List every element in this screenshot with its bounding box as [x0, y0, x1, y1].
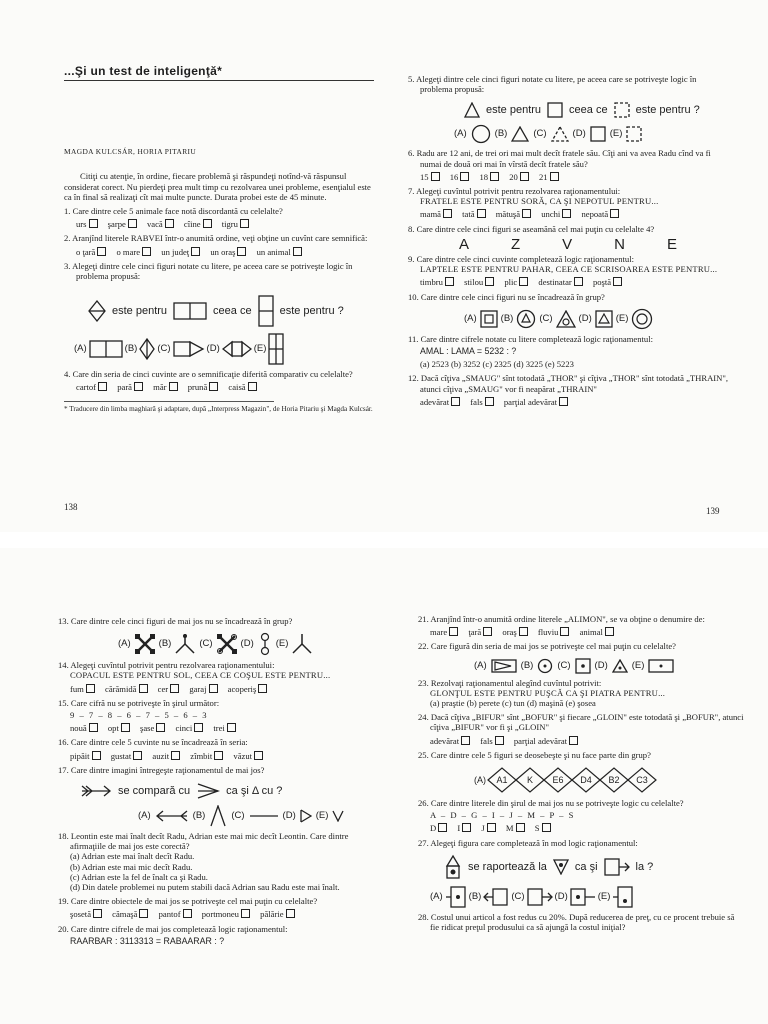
- question-17-analogy: se compară cu ca şi Δ cu ?: [80, 783, 383, 799]
- page-139-column: [408, 70, 728, 407]
- svg-text:K: K: [526, 775, 534, 786]
- open-triangle-figure: [196, 783, 220, 799]
- diamond-figure: [88, 300, 106, 322]
- question-5-choices: (A) (B) (C) (D) (E): [454, 124, 728, 144]
- question-5: 5. Alegeţi dintre cele cinci figuri notate cu litere, pe aceea care se potriveşte logic în problema propusă:: [408, 74, 697, 95]
- title-rule: [64, 80, 374, 81]
- question-15: 15. Care cifră nu se potriveşte în şirul următor:: [58, 697, 220, 708]
- article-title: ...Şi un test de inteligenţă*: [64, 64, 223, 78]
- question-24: 24. Dacă cîţiva „BIFUR" sînt „BOFUR" şi fiecare „GLOIN" este totodată şi „BOFUR", atunci cîţiva „BIFUR" vor fi şi „GLOIN": [418, 712, 744, 733]
- question-6: 6. Radu are 12 ani, de trei ori mai mult decît fratele său. Cîţi ani va avea Radu cînd va fi numai de două ori mai în vîrstă decît fratele său?: [408, 148, 711, 169]
- question-11-options: (a) 2523 (b) 3252 (c) 2325 (d) 3225 (e) 5223: [420, 359, 574, 370]
- question-14-statement: COPACUL ESTE PENTRU SOL, CEEA CE COŞUL ESTE PENTRU...: [70, 670, 331, 681]
- question-10: 10. Care dintre cele cinci figuri nu se încadrează în grup?: [408, 291, 605, 302]
- question-9-statement: LAPTELE ESTE PENTRU PAHAR, CEEA CE SCRISOAREA ESTE PENTRU...: [420, 264, 718, 275]
- question-3-choices: (A) (B) (C) (D) (E): [74, 333, 376, 365]
- question-7-options: mamă tată mătuşă unchi nepoată: [408, 209, 728, 219]
- question-2-options: o ţară o mare un judeţ un oraş un animal: [64, 247, 376, 257]
- question-25-choices: (A) A1 K E6 D4 B2 C3: [474, 766, 744, 794]
- question-18-option-c: (c) Adrian este la fel de înalt ca şi Radu.: [70, 871, 208, 882]
- bottom-left-column: [58, 612, 383, 946]
- question-11-formula: AMAL : LAMA = 5232 : ?: [420, 346, 517, 357]
- intro-text: Citiţi cu atenţie, în ordine, fiecare problemă şi răspundeţi notînd-vă răspunsul considerat corect. Nu pierdeţi prea mult timp cu rezolvarea unei probleme, esenţialul este ca în final să realizaţi cît mai multe puncte. Durata probei este de 45 minute.: [64, 171, 371, 202]
- authors: MAGDA KULCSÁR, HORIA PITARIU: [64, 147, 197, 157]
- arrow-figure: [80, 784, 112, 798]
- question-18-option-d: (d) Din datele problemei nu putem stabili dacă Adrian sau Radu este mai înalt.: [70, 882, 340, 893]
- question-3-analogy: este pentru ceea ce este pentru ?: [88, 295, 376, 327]
- question-1-options: urs şarpe vacă cîine tigru: [64, 219, 376, 229]
- question-3: 3. Alegeţi dintre cele cinci figuri notate cu litere, pe aceea care se potriveşte logic în problema propusă:: [64, 260, 353, 282]
- question-19: 19. Care dintre obiectele de mai jos se potriveşte cel mai puţin cu celelalte?: [58, 896, 318, 907]
- question-28: 28. Costul unui articol a fost redus cu 20%. După reducerea de preţ, cu ce procent trebuie să fie ridicat preţul produsului ca să ajungă la costul iniţial?: [418, 911, 735, 933]
- square-arrow-figure: [604, 858, 630, 876]
- question-4-options: cartof pară măr prună caisă: [64, 382, 376, 392]
- dashed-square-figure: [614, 102, 630, 118]
- page-number-139: 139: [706, 506, 720, 516]
- question-26: 26. Care dintre literele din şirul de mai jos nu se potriveşte logic cu celelalte?: [418, 798, 684, 809]
- marked-triangle-figure: [553, 859, 569, 875]
- question-7-statement: FRATELE ESTE PENTRU SORĂ, CA ŞI NEPOTUL PENTRU...: [420, 196, 659, 207]
- question-17: 17. Care dintre imagini întregeşte raţionamentul de mai jos?: [58, 764, 265, 775]
- question-11: 11. Care dintre cifrele notate cu litere completează logic raţionamentul:: [408, 333, 653, 344]
- svg-text:C3: C3: [636, 775, 648, 786]
- question-23-statement: GLONŢUL ESTE PENTRU PUŞCĂ CA ŞI PIATRA PENTRU...: [430, 687, 666, 698]
- page-number-138: 138: [64, 502, 78, 512]
- question-14: 14. Alegeţi cuvîntul potrivit pentru rezolvarea raţionamentului:: [58, 660, 275, 671]
- question-10-choices: (A) (B) (C) (D) (E): [464, 308, 728, 330]
- question-8: 8. Care dintre cele cinci figuri se aseamănă cel mai puţin cu celelalte 4?: [408, 223, 655, 234]
- question-17-choices: (A) (B) (C) (D) (E): [138, 805, 383, 827]
- svg-text:D4: D4: [580, 775, 592, 786]
- question-19-options: şosetă cămaşă pantof portmoneu pălărie: [58, 909, 383, 919]
- question-12-options: adevărat fals parţial adevărat: [408, 397, 728, 407]
- question-9: 9. Care dintre cele cinci cuvinte completează logic raţionamentul:: [408, 254, 634, 265]
- question-8-letters: A Z V N E: [458, 235, 677, 253]
- question-13-choices: (A) (B) (C) (D) (E): [118, 632, 383, 656]
- question-22: 22. Care figură din seria de mai jos se potriveşte cel mai puţin cu celelalte?: [418, 641, 676, 652]
- question-9-options: timbru stilou plic destinatar poştă: [408, 277, 728, 287]
- question-15-sequence: 9 – 7 – 8 – 6 – 7 – 5 – 6 – 3: [70, 710, 209, 721]
- question-23: 23. Rezolvaţi raţionamentul alegînd cuvîntul potrivit:: [418, 677, 602, 688]
- question-25: 25. Care dintre cele 5 figuri se deosebeşte şi nu face parte din grup?: [418, 749, 651, 760]
- svg-text:B2: B2: [608, 775, 620, 786]
- question-4: 4. Care din seria de cinci cuvinte are o semnificaţie diferită comparativ cu celelalte?: [64, 369, 353, 380]
- question-26-options: D I J M S: [418, 823, 744, 833]
- question-16-options: pipăit gustat auzit zîmbit văzut: [58, 751, 383, 761]
- question-13: 13. Care dintre cele cinci figuri de mai jos nu se încadrează în grup?: [58, 616, 293, 626]
- question-23-options: (a) praştie (b) perete (c) tun (d) maşină (e) şosea: [430, 698, 596, 709]
- bottom-right-column: [418, 610, 744, 932]
- question-24-options: adevărat fals parţial adevărat: [418, 736, 744, 746]
- bell-figure: [444, 854, 462, 880]
- svg-text:A1: A1: [496, 775, 508, 786]
- question-15-options: nouă opt şase cinci trei: [58, 723, 383, 733]
- question-27-choices: (A) (B) (C) (D) (E): [430, 886, 744, 908]
- page-138-column: [64, 66, 376, 413]
- square-figure: [547, 102, 563, 118]
- question-20-formula: RAARBAR : 3113313 = RABAARAR : ?: [70, 935, 225, 946]
- footnote: * Traducere din limba maghiară şi adaptare, după „Interpress Magazin", de Horia Pitariu şi Magda Kulcsár.: [64, 401, 274, 414]
- question-18-option-b: (b) Adrian este mai mic decît Radu.: [70, 861, 193, 872]
- double-square-figure: [173, 302, 207, 320]
- question-26-sequence: A – D – G – I – J – M – P – S: [430, 810, 575, 821]
- question-22-choices: (A) (B) (C) (D) (E): [474, 658, 744, 674]
- question-20: 20. Care dintre cifrele de mai jos completează logic raţionamentul:: [58, 923, 288, 934]
- question-5-analogy: este pentru ceea ce este pentru ?: [464, 102, 728, 118]
- question-18-option-a: (a) Adrian este mai înalt decît Radu.: [70, 851, 195, 862]
- question-12: 12. Dacă cîţiva „SMAUG" sînt totodată „THOR" şi cîţiva „THOR" sînt totodată „THRAIN", atunci cîţiva „SMAUG" vor fi neapărat „THRAIN": [408, 373, 729, 394]
- question-27-analogy: se raportează la ca şi la ?: [444, 854, 744, 880]
- question-14-options: fum cărămidă cer garaj acoperiş: [58, 684, 383, 694]
- question-16: 16. Care dintre cele 5 cuvinte nu se încadrează în seria:: [58, 737, 248, 748]
- question-2: 2. Aranjînd literele RABVEI într-o anumită ordine, veţi obţine un cuvînt care semnifică:: [64, 233, 368, 244]
- question-21: 21. Aranjînd într-o anumită ordine literele „ALIMON", se va obţine o denumire de:: [418, 614, 705, 624]
- svg-text:E6: E6: [552, 775, 564, 786]
- question-27: 27. Alegeţi figura care completează în mod logic raţionamentul:: [418, 837, 638, 848]
- question-7: 7. Alegeţi cuvîntul potrivit pentru rezolvarea raţionamentului:: [408, 186, 621, 197]
- triangle-figure: [464, 102, 480, 118]
- tall-rectangle-figure: [258, 295, 274, 327]
- question-1: 1. Care dintre cele 5 animale face notă discordantă cu celelalte?: [64, 206, 283, 217]
- question-21-options: mare ţară oraş fluviu animal: [418, 627, 744, 637]
- question-6-options: 15 16 18 20 21: [408, 172, 728, 182]
- question-18: 18. Leontin este mai înalt decît Radu, Adrian este mai mic decît Leontin. Care dintre afirmaţiile de mai jos este corectă?: [58, 831, 349, 852]
